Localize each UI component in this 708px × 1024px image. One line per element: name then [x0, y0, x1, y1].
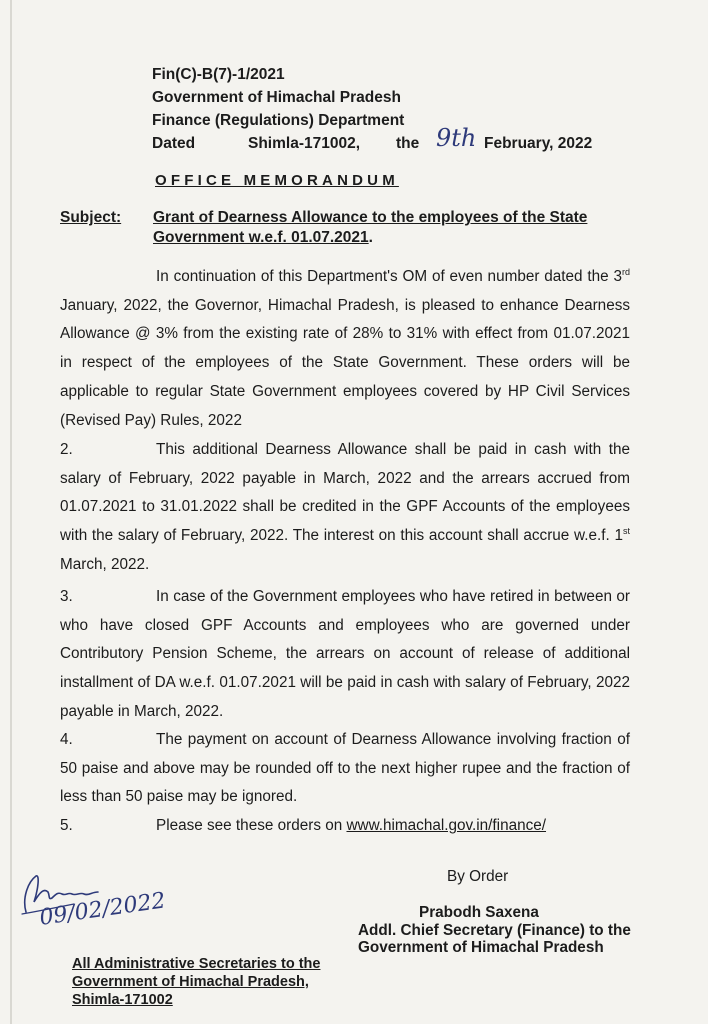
subject-line-2: Government w.e.f. 01.07.2021 [153, 229, 369, 246]
p5-text: Please see these orders on [156, 817, 347, 834]
subject-line-2-end: . [368, 229, 373, 246]
paragraph-3 [60, 583, 630, 727]
handwritten-day: 9th [436, 124, 477, 152]
signatory-govt: Government of Himachal Pradesh [358, 939, 604, 956]
p3-text: In case of the Government employees who have retired in between or who have closed GPF Accounts and employees who are governed under Contributory Pension Scheme, the arrears on account of release of additional installment of DA w.e.f. 01.07.2021 will be paid in cash with salary of February, 2022 payable in March, 2022. [60, 588, 630, 720]
finance-website-link[interactable]: www.himachal.gov.in/finance/ [346, 817, 547, 834]
p4-text: The payment on account of Dearness Allowance involving fraction of 50 paise and above may be rounded off to the next higher rupee and the fraction of less than 50 paise may be ignored. [60, 731, 630, 806]
subject-label: Subject: [60, 209, 122, 226]
p2-sup: st [622, 526, 630, 537]
handwritten-date: 09/02/2022 [38, 888, 168, 931]
p2-text-b: March, 2022. [60, 555, 150, 573]
month-year: February, 2022 [484, 135, 593, 152]
p3-number: 3. [60, 588, 73, 605]
p4-number: 4. [60, 731, 73, 748]
memo-title: OFFICE MEMORANDUM [155, 172, 399, 189]
page-edge [10, 0, 12, 1024]
paragraph-1 [60, 263, 630, 435]
subject-line-2-wrap [153, 229, 587, 247]
p1-text-a: In continuation of this Department's OM of even number dated the 3 [156, 268, 622, 285]
addressee-line-1: All Administrative Secretaries to the [72, 956, 321, 972]
paragraph-4 [60, 726, 630, 812]
p1-text-b: January, 2022, the Governor, Himachal Pradesh, is pleased to enhance Dearness Allowance @ 3% from the existing rate of 28% to 31% with effect from 01.07.2021 in respect of the employees of the State Government. These orders will be applicable to regular State Government employees covered by HP Civil Services (Revised Pay) Rules, 2022 [60, 296, 630, 429]
p1-sup: rd [621, 266, 630, 277]
subject-text [153, 209, 587, 247]
signatory-designation: Addl. Chief Secretary (Finance) to the [358, 922, 631, 939]
by-order: By Order [447, 868, 509, 885]
govt-name: Government of Himachal Pradesh [152, 89, 401, 106]
paragraph-2 [60, 436, 630, 580]
paragraph-5 [60, 812, 630, 841]
subject-line-1: Grant of Dearness Allowance to the employees of the State [153, 209, 588, 226]
the-word: the [396, 135, 420, 152]
department-name: Finance (Regulations) Department [152, 112, 405, 129]
signatory-name: Prabodh Saxena [419, 904, 539, 921]
addressee-line-2: Government of Himachal Pradesh, [72, 974, 309, 990]
place: Shimla-171002, [248, 135, 361, 152]
file-number: Fin(C)-B(7)-1/2021 [152, 66, 285, 83]
dated-label: Dated [152, 135, 196, 152]
p5-number: 5. [60, 817, 73, 834]
p2-number: 2. [60, 441, 73, 458]
p2-text-a: This additional Dearness Allowance shall be paid in cash with the salary of February, 2022 payable in March, 2022 and the arrears accrued from 01.07.2021 to 31.01.2022 shall be credited in the GPF Accounts of the employees with the salary of February, 2022. The interest on this account shall accrue w.e.f. 1 [60, 441, 630, 545]
addressee-line-3: Shimla-171002 [72, 992, 173, 1008]
